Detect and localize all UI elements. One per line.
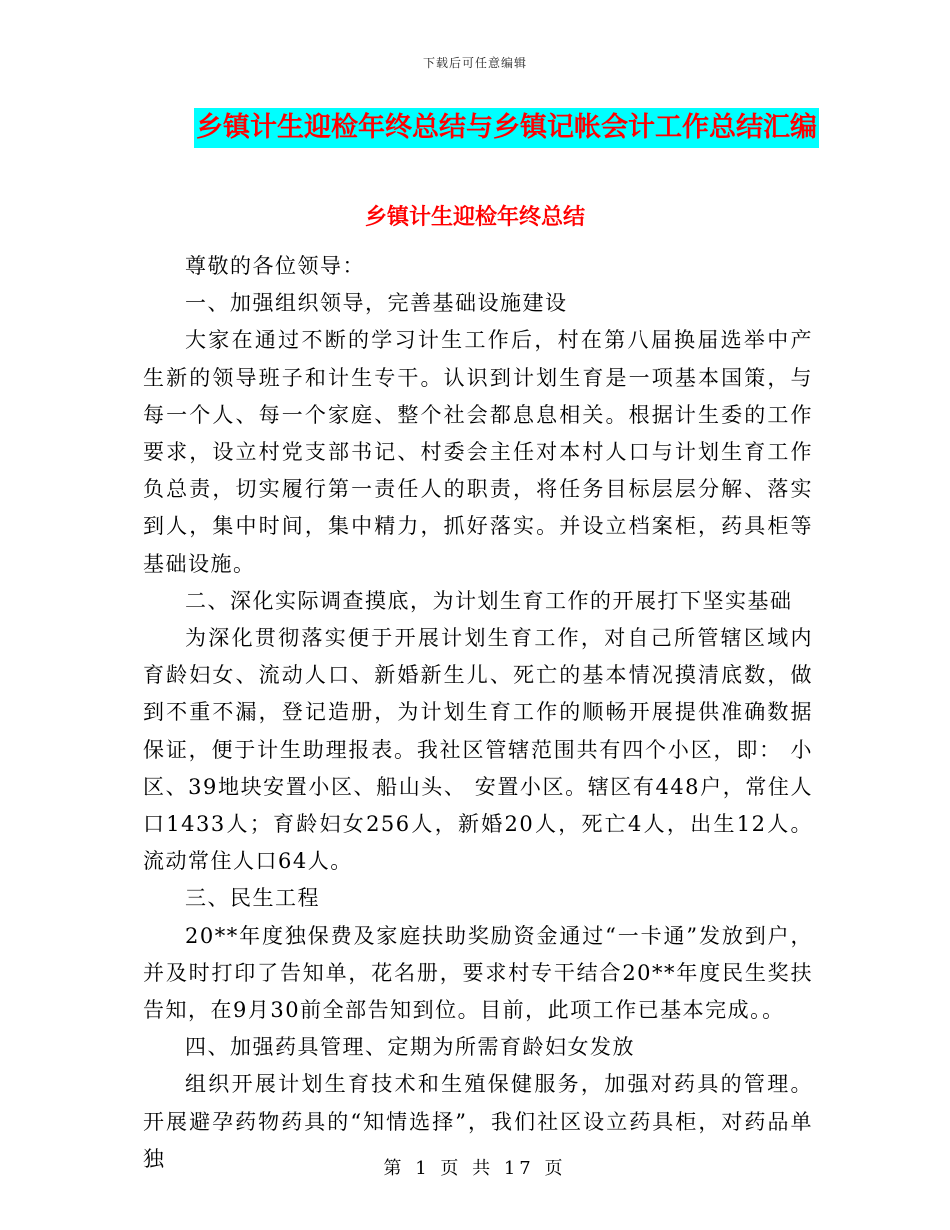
paragraph-3: 20**年度独保费及家庭扶助奖励资金通过“一卡通”发放到户，并及时打印了告知单，花名册，要求村专干结合20**年度民生奖扶告知，在9月30前全部告知到位。目前，此项工作已基本完成。。 xyxy=(143,923,813,1023)
page-footer: 第 1 页 共 17 页 xyxy=(383,1158,567,1179)
salutation: 尊敬的各位领导： xyxy=(185,254,365,278)
section-title: 乡镇计生迎检年终总结 xyxy=(364,205,585,230)
document-main-title: 乡镇计生迎检年终总结与乡镇记帐会计工作总结汇编 xyxy=(194,108,819,148)
document-body xyxy=(143,248,813,1178)
heading-3: 三、民生工程 xyxy=(185,886,320,911)
paragraph-2: 为深化贯彻落实便于开展计划生育工作，对自己所管辖区域内育龄妇女、流动人口、新婚新生儿、死亡的基本情况摸清底数，做到不重不漏，登记造册，为计划生育工作的顺畅开展提供准确数据保证，便于计生助理报表。我社区管辖范围共有四个小区，即： 小区、39地块安置小区、船山头、 安置小区。辖区有448户，常住人口1433人；育龄妇女256人，新婚20人，死亡4人，出生12人。流动常住人口64人。 xyxy=(143,626,813,874)
heading-1: 一、加强组织领导，完善基础设施建设 xyxy=(185,291,568,316)
paragraph-4: 组织开展计划生育技术和生殖保健服务，加强对药具的管理。开展避孕药物药具的“知情选择”，我们社区设立药具柜，对药品单独 xyxy=(143,1072,813,1171)
header-note: 下载后可任意编辑 xyxy=(422,56,527,70)
paragraph-1: 大家在通过不断的学习计生工作后，村在第八届换届选举中产生新的领导班子和计生专干。认识到计划生育是一项基本国策，与每一个人、每一个家庭、整个社会都息息相关。根据计生委的工作要求，设立村党支部书记、村委会主任对本村人口与计划生育工作负总责，切实履行第一责任人的职责，将任务目标层层分解、落实到人，集中时间，集中精力，抓好落实。并设立档案柜，药具柜等基础设施。 xyxy=(143,328,813,576)
heading-2: 二、深化实际调查摸底，为计划生育工作的开展打下坚实基础 xyxy=(185,588,793,613)
heading-4: 四、加强药具管理、定期为所需育龄妇女发放 xyxy=(185,1035,635,1060)
